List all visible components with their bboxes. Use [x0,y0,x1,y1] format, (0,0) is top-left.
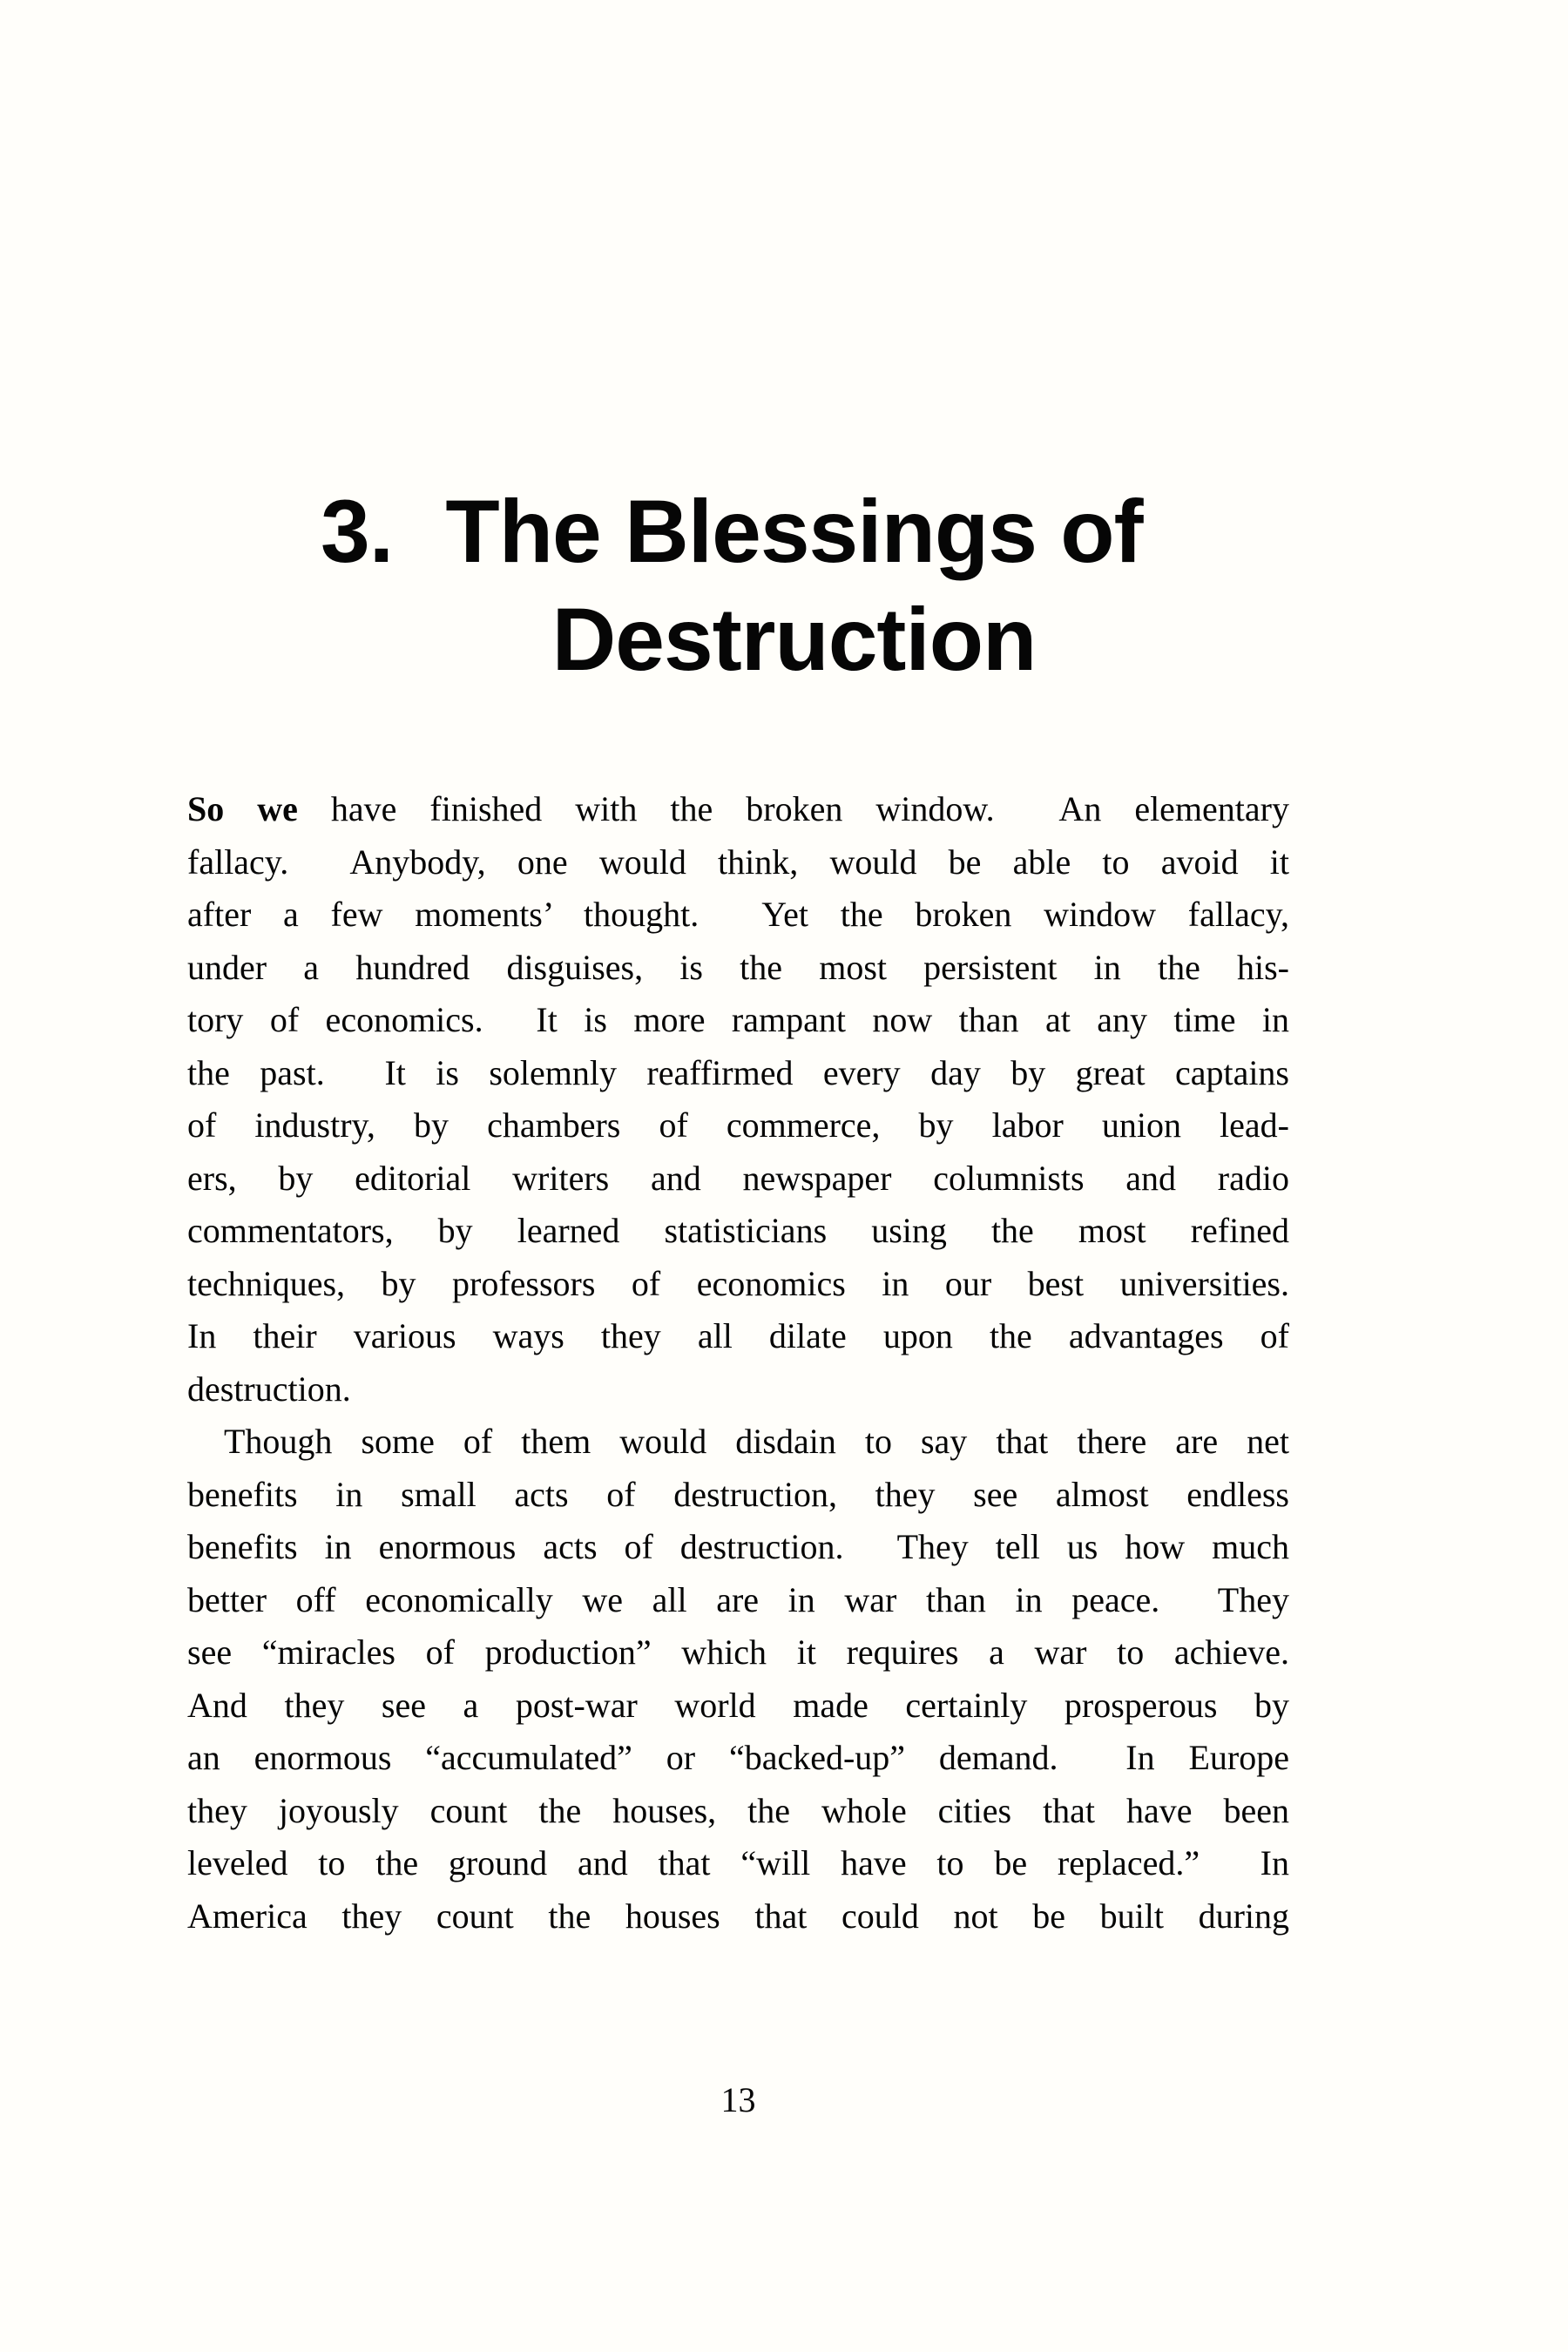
text-line: America they count the houses that could not be built during [187,1896,1289,1936]
chapter-title-line1: The Blessings of [445,482,1143,581]
chapter-number: 3. [321,482,394,581]
text-line: under a hundred disguises, is the most persistent in the his- [187,947,1289,987]
chapter-title-line2: Destruction [551,590,1037,689]
text-line: techniques, by professors of economics in our best universities. [187,1263,1289,1303]
text-line: And they see a post-war world made certainly prosperous by [187,1685,1289,1725]
text-line: ers, by editorial writers and newspaper columnists and radio [187,1158,1289,1198]
text-line: benefits in enormous acts of destruction. They tell us how much [187,1527,1289,1566]
lead-words: So we [187,789,298,828]
text-line: the past. It is solemnly reaffirmed every day by great captains [187,1052,1289,1092]
text-line: Though some of them would disdain to say that there are net [224,1422,1289,1461]
paragraph [187,1416,1289,1943]
chapter-title [299,477,1289,693]
text-line: commentators, by learned statisticians using the most refined [187,1211,1289,1250]
text-line: tory of economics. It is more rampant now than at any time in [187,1000,1289,1039]
text-line: better off economically we all are in war than in peace. They [187,1579,1289,1619]
text-line: In their various ways they all dilate upon the advantages of [187,1316,1289,1355]
page-number: 13 [720,2080,756,2119]
text-line: after a few moments’ thought. Yet the broken window fallacy, [187,895,1289,934]
text-line: of industry, by chambers of commerce, by labor union lead- [187,1105,1289,1145]
text-line: fallacy. Anybody, one would think, would be able to avoid it [187,841,1289,882]
text-block [187,783,1289,1943]
text-line: leveled to the ground and that “will have to be replaced.” In [187,1843,1289,1882]
text-line: see “miracles of production” which it requires a war to achieve. [187,1632,1289,1672]
text-line: So we have finished with the broken window. An elementary [187,789,1289,828]
paragraph [187,783,1289,1416]
text-line: an enormous “accumulated” or “backed-up” demand. In Europe [187,1738,1289,1777]
text-line: destruction. [187,1369,351,1409]
text-line: benefits in small acts of destruction, they see almost endless [187,1474,1289,1514]
text-line: they joyously count the houses, the whole cities that have been [187,1790,1289,1830]
